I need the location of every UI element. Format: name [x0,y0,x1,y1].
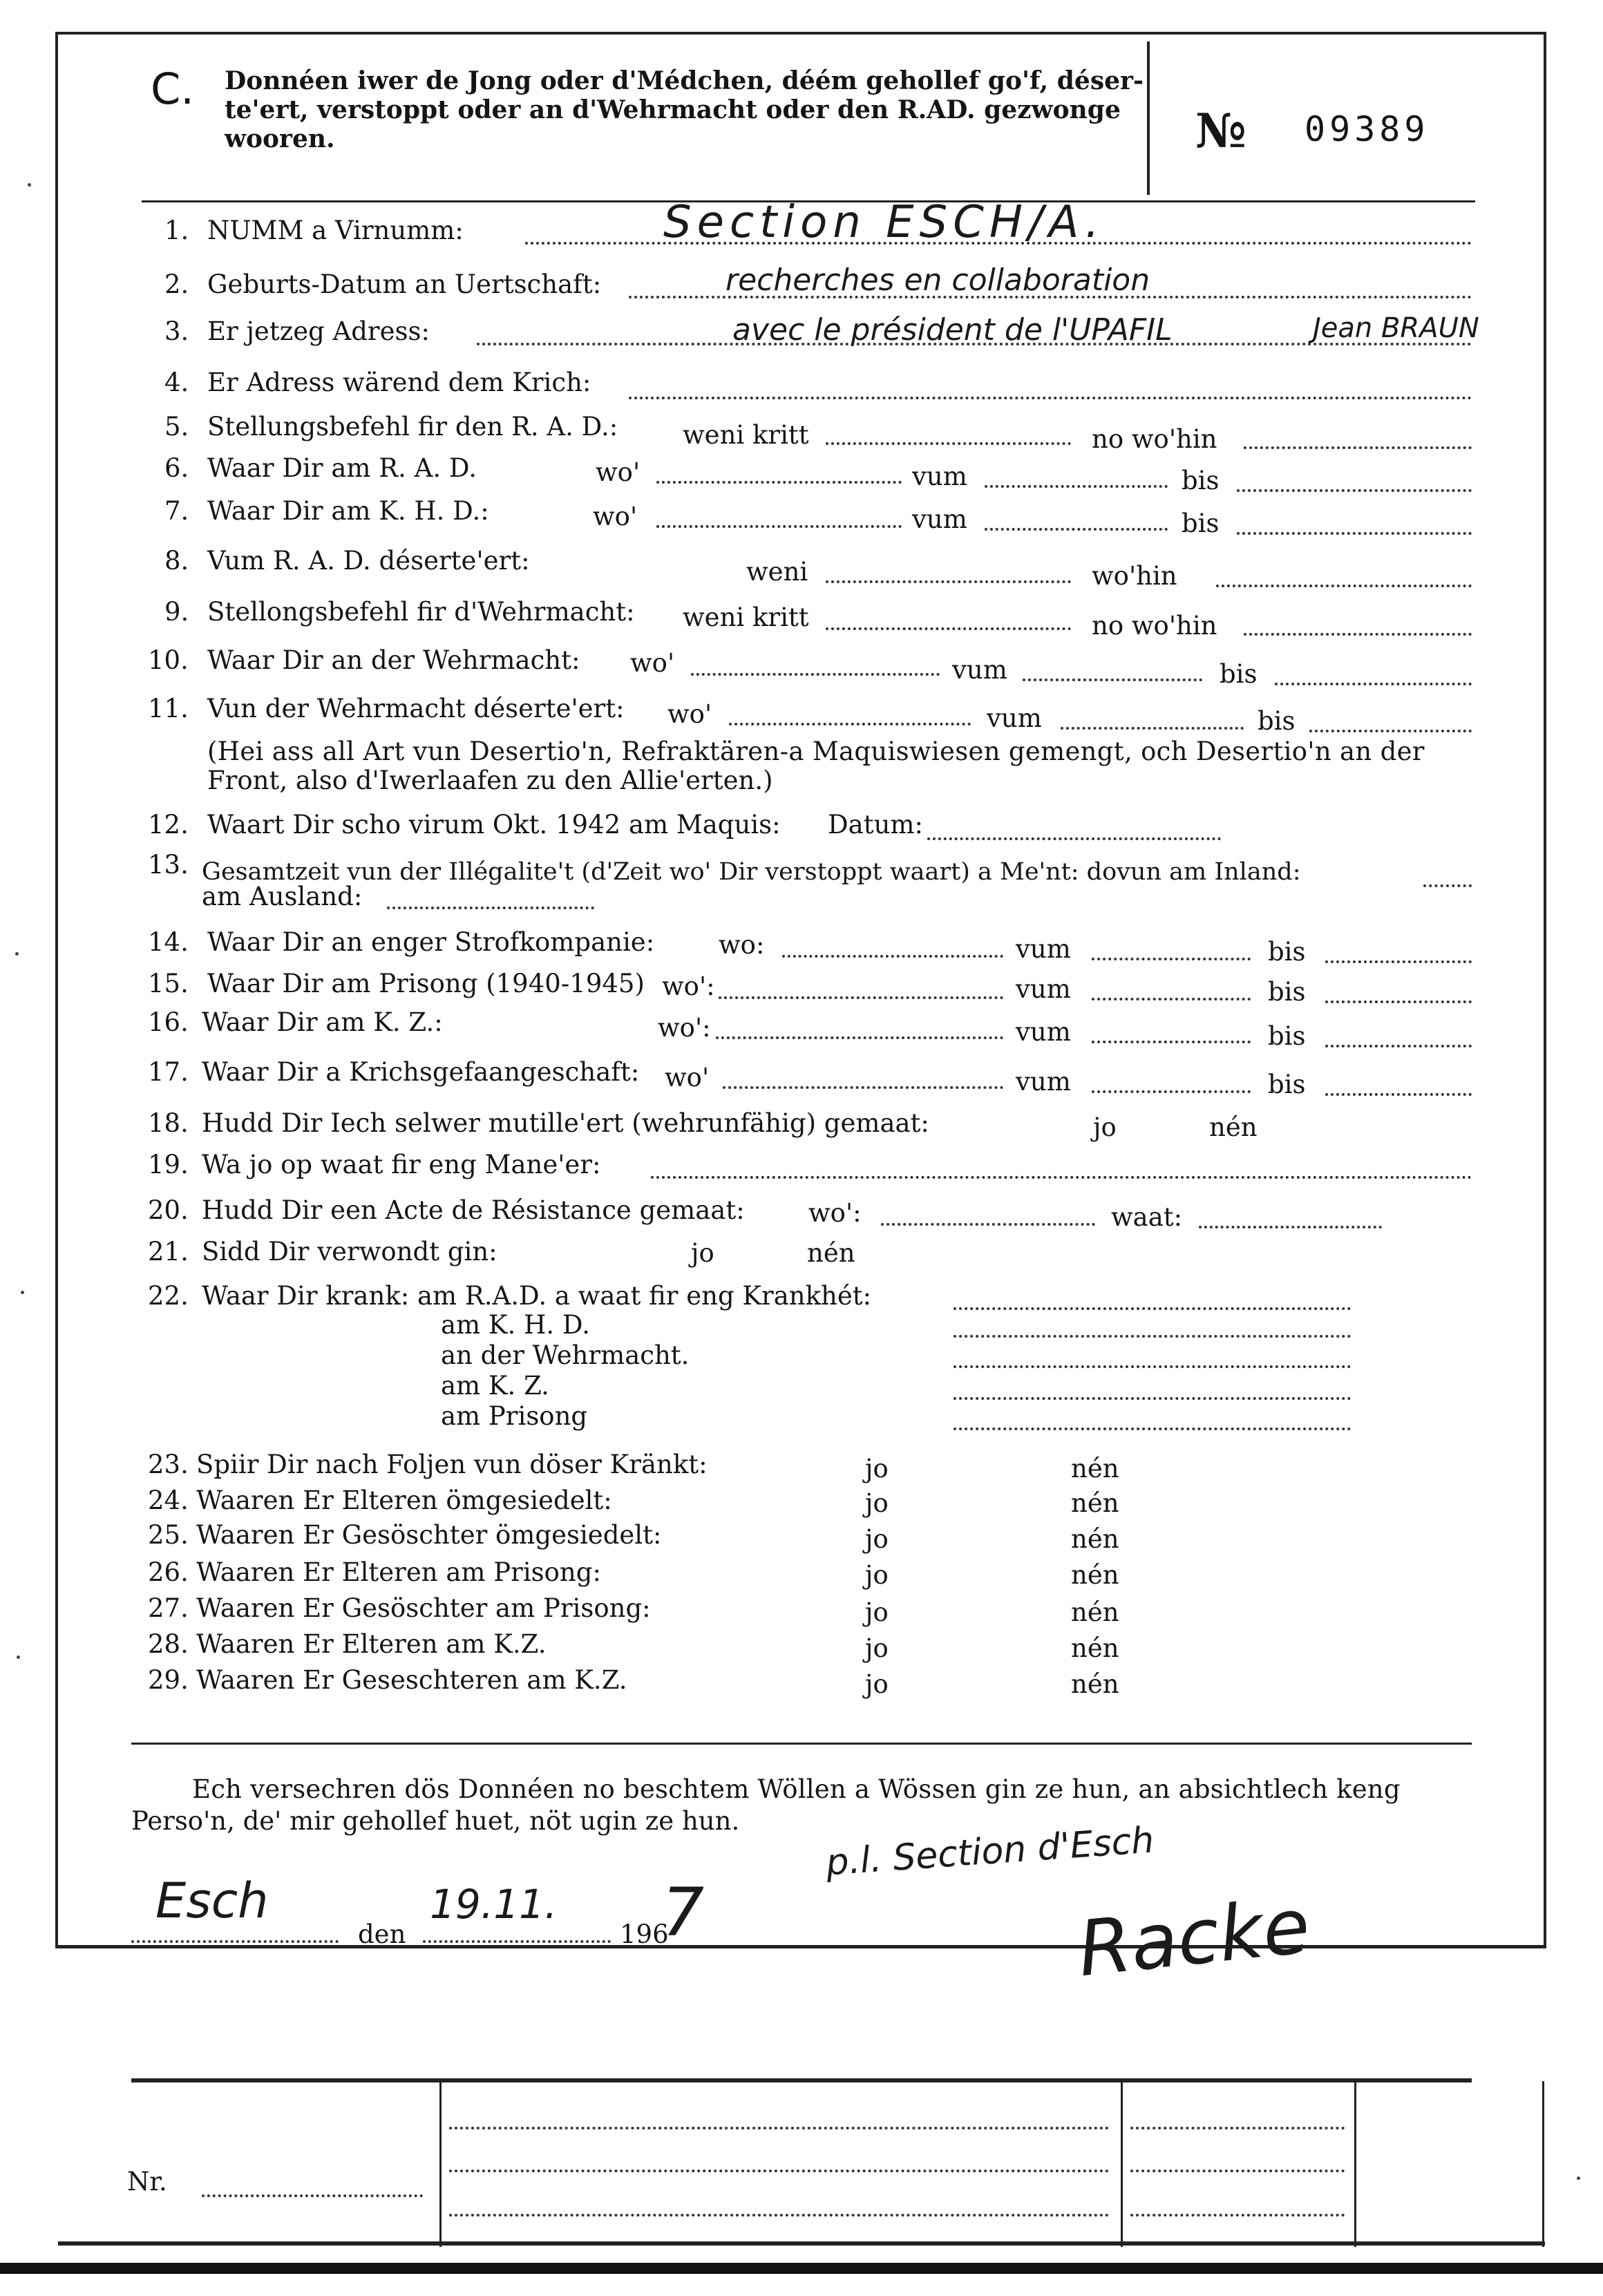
row-9-label: Stellongsbefehl fir d'Wehrmacht: [207,597,635,627]
row-8-num: 8. [164,546,189,576]
row-22-num: 22. [148,1281,189,1311]
row-15-num: 15. [148,969,189,998]
row-17-num: 17. [148,1057,189,1087]
row-11-num: 11. [148,694,189,723]
row-6-a: wo' [596,457,641,487]
nr-label: Nr. [127,2167,167,2197]
row-3-label: Er jetzeg Adress: [207,316,430,346]
row-26-num: 26. [148,1557,189,1587]
row-9-a: weni kritt [683,603,809,632]
row-17-field-b[interactable] [1092,1090,1251,1093]
row-21-num: 21. [148,1237,189,1266]
number-sign: № [1195,104,1246,159]
row-6-field-a[interactable] [656,481,902,484]
row-29-yes[interactable]: jo [865,1669,889,1699]
row-22-field-wehrmacht[interactable] [954,1365,1351,1368]
row-22-sub-4: am Prisong [441,1401,588,1431]
row-29-num: 29. [148,1665,189,1695]
row-17-a: wo' [665,1063,710,1092]
row-3-handwritten-value: avec le président de l'UPAFIL [732,312,1173,348]
place-field[interactable] [131,1940,339,1943]
row-10-label: Waar Dir an der Wehrmacht: [207,645,580,675]
row-24-yes[interactable]: jo [865,1488,889,1518]
row-5-label: Stellungsbefehl fir den R. A. D.: [207,412,618,442]
row-14-field-c[interactable] [1325,960,1472,963]
row-6-field-c[interactable] [1237,489,1472,492]
row-5-num: 5. [164,412,189,442]
row-14-num: 14. [148,927,189,957]
row-18-no[interactable]: nén [1209,1112,1258,1142]
row-16-label: Waar Dir am K. Z.: [202,1007,443,1037]
footer-field-3[interactable] [449,2214,1109,2217]
row-1-num: 1. [164,216,189,245]
row-13-label: Gesamtzeit vun der Illégalite't (d'Zeit wo' Dir verstoppt waart) a Me'nt: dovun am Inland: [202,858,1301,886]
row-11-field-c[interactable] [1309,730,1472,732]
row-18-num: 18. [148,1108,189,1138]
row-10-a: wo' [630,648,675,678]
row-14-field-b[interactable] [1092,958,1251,960]
row-11-b: vum [987,703,1042,733]
section-signature-text: p.l. Section d'Esch [824,1819,1156,1884]
row-27-num: 27. [148,1593,189,1623]
row-16-a: wo': [658,1013,711,1043]
row-20-b: waat: [1111,1202,1183,1232]
row-3-handwritten-value-2: Jean BRAUN [1313,312,1479,344]
row-28-label: Waaren Er Elteren am K.Z. [196,1629,547,1659]
row-11-note-2: Front, also d'Iwerlaafen zu den Allie'erten.) [207,766,773,795]
row-7-field-c[interactable] [1237,532,1472,535]
header-title-line-3: wooren. [225,124,335,153]
row-15-field-c[interactable] [1325,1000,1472,1003]
row-22-sub-1: am K. H. D. [441,1310,590,1340]
row-28-yes[interactable]: jo [865,1633,889,1663]
row-12-a: Datum: [828,810,923,839]
row-23-num: 23. [148,1450,189,1479]
row-4-field[interactable] [629,397,1472,399]
row-6-b: vum [912,462,967,491]
row-6-field-b[interactable] [985,485,1168,488]
row-6-label: Waar Dir am R. A. D. [207,453,477,483]
row-29-no[interactable]: nén [1071,1669,1119,1699]
row-23-yes[interactable]: jo [865,1454,889,1483]
row-11-note-1: (Hei ass all Art vun Desertio'n, Refraktären-a Maquiswiesen gemengt, och Desertio'n an der [207,737,1425,766]
row-15-b: vum [1016,974,1071,1004]
row-9-b: no wo'hin [1092,611,1217,641]
row-8-label: Vum R. A. D. déserte'ert: [207,546,530,576]
row-20-num: 20. [148,1195,189,1225]
row-22-sub-3: am K. Z. [441,1371,549,1401]
row-7-a: wo' [593,502,638,531]
row-1-handwritten-value: Section ESCH/A. [663,197,1105,248]
row-19-label: Wa jo op waat fir eng Mane'er: [202,1150,601,1179]
row-16-b: vum [1016,1017,1071,1047]
row-9-num: 9. [164,597,189,627]
row-17-b: vum [1016,1067,1071,1097]
row-3-num: 3. [164,316,189,346]
row-27-yes[interactable]: jo [865,1597,889,1627]
row-19-field[interactable] [651,1176,1472,1179]
row-24-label: Waaren Er Elteren ömgesiedelt: [196,1486,612,1515]
nr-field[interactable] [202,2194,423,2197]
row-8-b: wo'hin [1092,561,1177,591]
date-field[interactable] [423,1940,611,1943]
row-10-c: bis [1220,659,1258,689]
row-13-label-2: am Ausland: [202,882,363,911]
row-9-field-a[interactable] [826,627,1071,630]
year-handwritten-digit: 7 [662,1874,705,1951]
row-8-field-a[interactable] [826,580,1071,583]
year-prefix: 196 [620,1919,669,1949]
row-7-b: vum [912,504,967,534]
row-22-field-kz[interactable] [954,1397,1351,1400]
row-26-label: Waaren Er Elteren am Prisong: [196,1557,601,1587]
row-20-a: wo': [808,1198,862,1228]
row-8-a: weni [746,557,808,587]
row-11-c: bis [1258,706,1296,736]
row-25-yes[interactable]: jo [865,1524,889,1554]
date-handwritten: 19.11. [430,1881,558,1928]
row-20-label: Hudd Dir een Acte de Résistance gemaat: [202,1195,745,1225]
row-10-field-c[interactable] [1275,683,1472,685]
row-12-label: Waart Dir scho virum Okt. 1942 am Maquis: [207,810,781,839]
row-15-a: wo': [662,971,715,1001]
row-24-num: 24. [148,1486,189,1515]
row-10-b: vum [952,655,1007,685]
row-2-num: 2. [164,269,189,299]
row-7-field-a[interactable] [656,525,902,528]
row-11-field-b[interactable] [1061,727,1244,730]
footer-field-2[interactable] [449,2170,1109,2172]
row-22-field-prisong[interactable] [954,1427,1351,1430]
row-7-label: Waar Dir am K. H. D.: [207,496,489,526]
footer-top-rule [131,2078,1472,2082]
row-22-field-rad[interactable] [954,1307,1351,1310]
row-23-label: Spiir Dir nach Foljen vun döser Kränkt: [196,1450,708,1479]
row-15-label: Waar Dir am Prisong (1940-1945) [207,969,645,998]
row-12-num: 12. [148,810,189,839]
row-26-no[interactable]: nén [1071,1560,1119,1590]
row-17-field-c[interactable] [1325,1093,1472,1096]
row-5-a: weni kritt [683,420,809,450]
row-13-field-inland[interactable] [1423,884,1472,887]
row-9-field-b[interactable] [1244,633,1472,636]
row-16-field-b[interactable] [1092,1041,1251,1043]
row-21-no[interactable]: nén [807,1238,855,1268]
row-13-num: 13. [148,850,189,880]
row-20-field-b[interactable] [1199,1226,1382,1228]
declaration-line-1: Ech versechren dös Donnéen no beschtem Wöllen a Wössen gin ze hun, an absichtlech keng [192,1774,1401,1804]
row-20-field-a[interactable] [881,1223,1095,1226]
row-11-label: Vun der Wehrmacht déserte'ert: [207,694,625,723]
row-15-field-b[interactable] [1092,998,1251,1000]
row-11-field-a[interactable] [729,723,971,725]
row-19-num: 19. [148,1150,189,1179]
row-8-field-b[interactable] [1216,585,1472,587]
footer-bottom-rule [58,2241,1545,2246]
row-17-c: bis [1268,1070,1306,1099]
place-handwritten: Esch [155,1872,269,1929]
row-5-field-a[interactable] [826,442,1071,445]
row-4-label: Er Adress wärend dem Krich: [207,368,591,397]
row-14-b: vum [1016,934,1071,964]
row-27-no[interactable]: nén [1071,1597,1119,1627]
row-26-yes[interactable]: jo [865,1560,889,1590]
row-28-num: 28. [148,1629,189,1659]
row-18-yes[interactable]: jo [1093,1112,1117,1142]
row-16-num: 16. [148,1007,189,1037]
row-10-field-a[interactable] [691,673,940,676]
row-25-label: Waaren Er Gesöschter ömgesiedelt: [196,1520,662,1550]
row-10-field-b[interactable] [1023,679,1202,681]
row-6-c: bis [1182,466,1220,495]
row-2-handwritten-value: recherches en collaboration [725,263,1150,298]
row-10-num: 10. [148,645,189,675]
row-7-num: 7. [164,496,189,526]
row-15-c: bis [1268,977,1306,1007]
row-28-no[interactable]: nén [1071,1633,1119,1663]
signature-scrawl: Racke [1074,1881,1314,1994]
declaration-divider [131,1743,1472,1745]
row-5-field-b[interactable] [1244,446,1472,449]
row-24-no[interactable]: nén [1071,1488,1119,1518]
row-14-c: bis [1268,937,1306,967]
row-5-b: no wo'hin [1092,424,1217,454]
row-27-label: Waaren Er Gesöschter am Prisong: [196,1593,651,1623]
row-17-label: Waar Dir a Krichsgefaangeschaft: [202,1057,640,1087]
header-title-line-2: te'ert, verstoppt oder an d'Wehrmacht oder den R.AD. gezwonge [225,95,1121,124]
footer-field-5[interactable] [1130,2170,1345,2172]
row-16-field-a[interactable] [716,1036,1003,1039]
row-15-field-a[interactable] [719,996,1003,999]
row-4-num: 4. [164,368,189,397]
row-18-label: Hudd Dir Iech selwer mutille'ert (wehrunfähig) gemaat: [202,1108,929,1138]
footer-field-6[interactable] [1130,2214,1345,2217]
row-14-field-a[interactable] [782,955,1003,958]
row-16-field-c[interactable] [1325,1045,1472,1047]
row-7-field-b[interactable] [985,528,1168,531]
row-12-field-a[interactable] [927,837,1221,840]
den-label: den [358,1919,406,1949]
header-divider [1147,41,1150,195]
row-21-label: Sidd Dir verwondt gin: [202,1237,497,1266]
row-11-a: wo' [667,699,712,729]
row-22-sub-2: an der Wehrmacht. [441,1340,690,1370]
footer-field-4[interactable] [1130,2127,1345,2129]
row-14-label: Waar Dir an enger Strofkompanie: [207,927,655,957]
row-25-num: 25. [148,1520,189,1550]
footer-field-1[interactable] [449,2127,1109,2129]
declaration-line-2: Perso'n, de' mir gehollef huet, nöt ugin ze hun. [131,1806,740,1836]
row-23-no[interactable]: nén [1071,1454,1119,1483]
row-2-label: Geburts-Datum an Uertschaft: [207,269,602,299]
row-29-label: Waaren Er Geseschteren am K.Z. [196,1665,627,1695]
row-16-c: bis [1268,1021,1306,1051]
row-6-num: 6. [164,453,189,483]
row-13-field-ausland[interactable] [387,907,594,909]
row-22-label: Waar Dir krank: am R.A.D. a waat fir eng Krankhét: [202,1281,872,1311]
row-1-label: NUMM a Virnumm: [207,216,464,245]
row-7-c: bis [1182,509,1220,538]
row-25-no[interactable]: nén [1071,1524,1119,1554]
form-number: 09389 [1305,109,1430,149]
section-letter: C. [151,64,194,114]
row-21-yes[interactable]: jo [691,1238,714,1268]
row-22-field-khd[interactable] [954,1335,1351,1338]
header-title-line-1: Donnéen iwer de Jong oder d'Médchen, déém gehollef go'f, déser- [225,66,1144,95]
row-17-field-a[interactable] [723,1086,1003,1089]
row-14-a: wo: [719,930,765,960]
